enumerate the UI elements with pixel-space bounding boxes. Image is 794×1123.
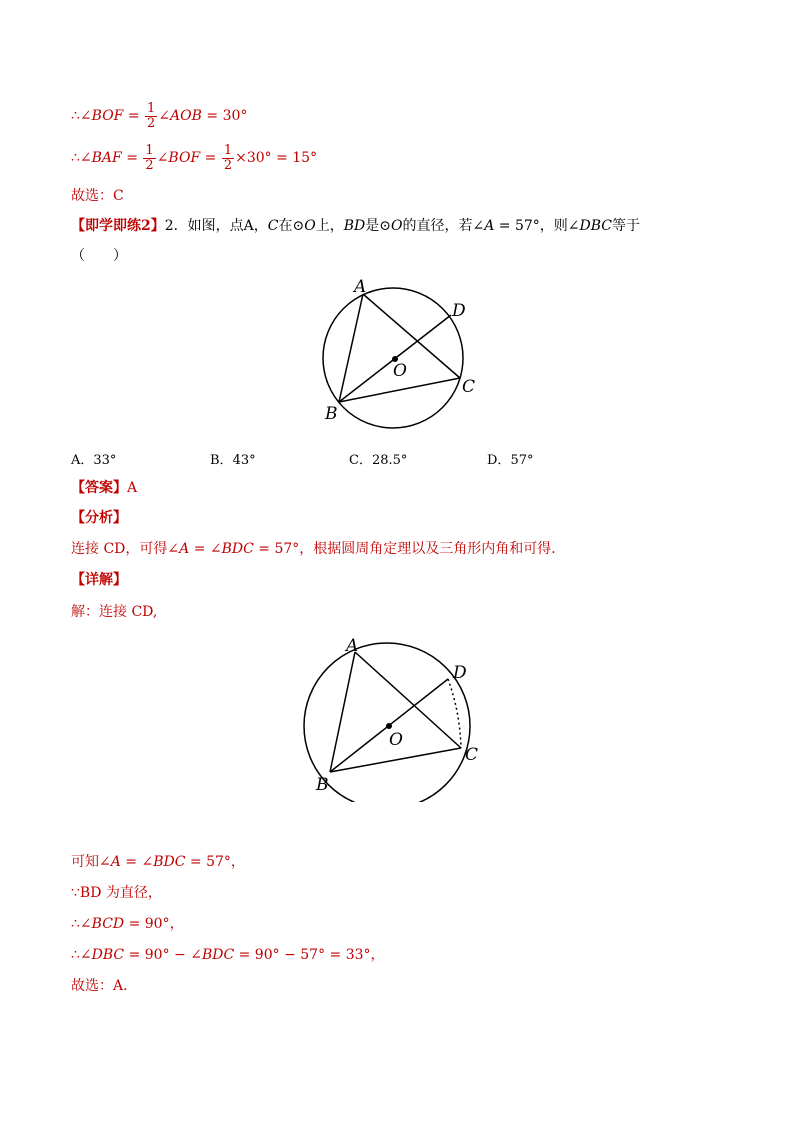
- text: ∴∠: [71, 947, 92, 963]
- choice-value: 43°: [232, 453, 256, 468]
- answer-paren: （ ）: [71, 248, 127, 264]
- choice-letter: A．: [71, 453, 94, 468]
- numerator: 1: [145, 142, 154, 158]
- text: =: [123, 108, 145, 124]
- text: 是: [365, 218, 380, 234]
- text: A: [243, 218, 254, 234]
- text: C: [267, 218, 279, 234]
- choice-letter: C．: [349, 453, 372, 468]
- text: ∴∠: [71, 150, 92, 166]
- detail-line-4: [71, 945, 385, 965]
- detail-line-2: ∵BD 为直径，: [71, 885, 162, 901]
- text: BDC: [153, 854, 186, 870]
- text: 等于: [612, 218, 640, 234]
- text: DBC: [91, 947, 125, 963]
- label-b: B: [325, 404, 338, 424]
- choice-letter: B．: [210, 453, 233, 468]
- label-o: O: [389, 730, 403, 750]
- text: AOB: [170, 108, 202, 124]
- circle: [304, 643, 470, 802]
- denominator: 2: [147, 115, 156, 131]
- figure-1: [300, 270, 500, 430]
- label-c: C: [462, 377, 476, 397]
- choice-c[interactable]: [349, 449, 407, 468]
- text: 2．如图，点: [164, 218, 244, 234]
- text: ∠: [158, 108, 171, 124]
- detail-intro: 解：连接 CD,: [71, 604, 158, 620]
- label-c: C: [465, 745, 479, 765]
- label-d: D: [452, 301, 466, 321]
- text: 连接 CD，可得∠: [71, 541, 180, 557]
- segment-bc: [339, 378, 460, 402]
- text: ⊙: [379, 218, 391, 234]
- detail-line-1: [71, 852, 245, 872]
- text: ，: [253, 218, 268, 234]
- detail-label: 【详解】: [71, 572, 127, 588]
- text: 可知∠: [71, 854, 111, 870]
- question: [71, 216, 640, 236]
- denominator: 2: [145, 157, 154, 173]
- text: = ∠: [189, 541, 222, 557]
- text: A: [484, 218, 495, 234]
- label-d: D: [453, 663, 467, 683]
- text: ∴∠: [71, 108, 92, 124]
- center-point: [386, 723, 392, 729]
- text: =: [200, 150, 221, 166]
- text: A: [179, 541, 190, 557]
- numerator: 1: [147, 100, 156, 116]
- label-o: O: [393, 361, 407, 381]
- text: = 30°: [201, 108, 248, 124]
- text: ∠: [156, 150, 169, 166]
- text: BAF: [91, 150, 122, 166]
- numerator: 1: [223, 142, 233, 158]
- text: = 57°，则∠: [494, 218, 580, 234]
- answer-value: A: [127, 480, 138, 496]
- choice-b[interactable]: [210, 449, 256, 468]
- answer-line-1: 故选：C: [71, 188, 124, 204]
- choice-value: 33°: [93, 453, 117, 468]
- text: 在: [278, 218, 293, 234]
- analysis-label: 【分析】: [71, 510, 127, 526]
- label-a: A: [354, 277, 367, 297]
- text: ⊙: [292, 218, 305, 234]
- fraction: [145, 102, 157, 131]
- text: BDC: [201, 947, 235, 963]
- text: ×30° = 15°: [235, 150, 318, 166]
- answer-label: 【答案】: [71, 480, 127, 496]
- text: O: [304, 218, 316, 234]
- fraction: [143, 144, 155, 173]
- text: BCD: [91, 916, 125, 932]
- text: BD: [343, 218, 366, 234]
- text: BOF: [168, 150, 201, 166]
- denominator: 2: [223, 157, 233, 173]
- detail-conclusion: 故选：A．: [71, 978, 138, 994]
- segment-ab: [330, 652, 355, 772]
- text: = 90° − ∠: [124, 947, 202, 963]
- segment-ac: [363, 294, 460, 378]
- text: = 90°，: [124, 916, 184, 932]
- label-a: A: [346, 636, 359, 656]
- segment-bc: [330, 748, 461, 772]
- text: 的直径，若∠: [402, 218, 485, 234]
- choice-value: 57°: [510, 453, 534, 468]
- choice-a[interactable]: [71, 449, 116, 468]
- line-bof: [71, 98, 247, 134]
- text: = 57°，根据圆周角定理以及三角形内角和可得．: [253, 541, 566, 557]
- line-baf: [71, 140, 317, 176]
- text: ∴∠: [71, 916, 92, 932]
- text: DBC: [579, 218, 612, 234]
- fraction: [222, 144, 234, 173]
- text: = ∠: [120, 854, 154, 870]
- answer: [71, 478, 137, 498]
- analysis-text: [71, 539, 565, 559]
- text: BDC: [221, 541, 254, 557]
- text: BOF: [91, 108, 124, 124]
- text: O: [390, 218, 403, 234]
- label-b: B: [316, 775, 329, 795]
- figure-2: [290, 632, 500, 802]
- text: = 90° − 57° = 33°，: [234, 947, 385, 963]
- choice-value: 28.5°: [371, 453, 408, 468]
- question-tag: 【即学即练2】: [71, 218, 165, 234]
- choice-d[interactable]: [487, 449, 533, 468]
- text: A: [110, 854, 121, 870]
- choice-letter: D．: [487, 453, 511, 468]
- text: = 57°，: [185, 854, 245, 870]
- text: 上，: [315, 218, 344, 234]
- detail-line-3: [71, 914, 184, 934]
- text: =: [121, 150, 143, 166]
